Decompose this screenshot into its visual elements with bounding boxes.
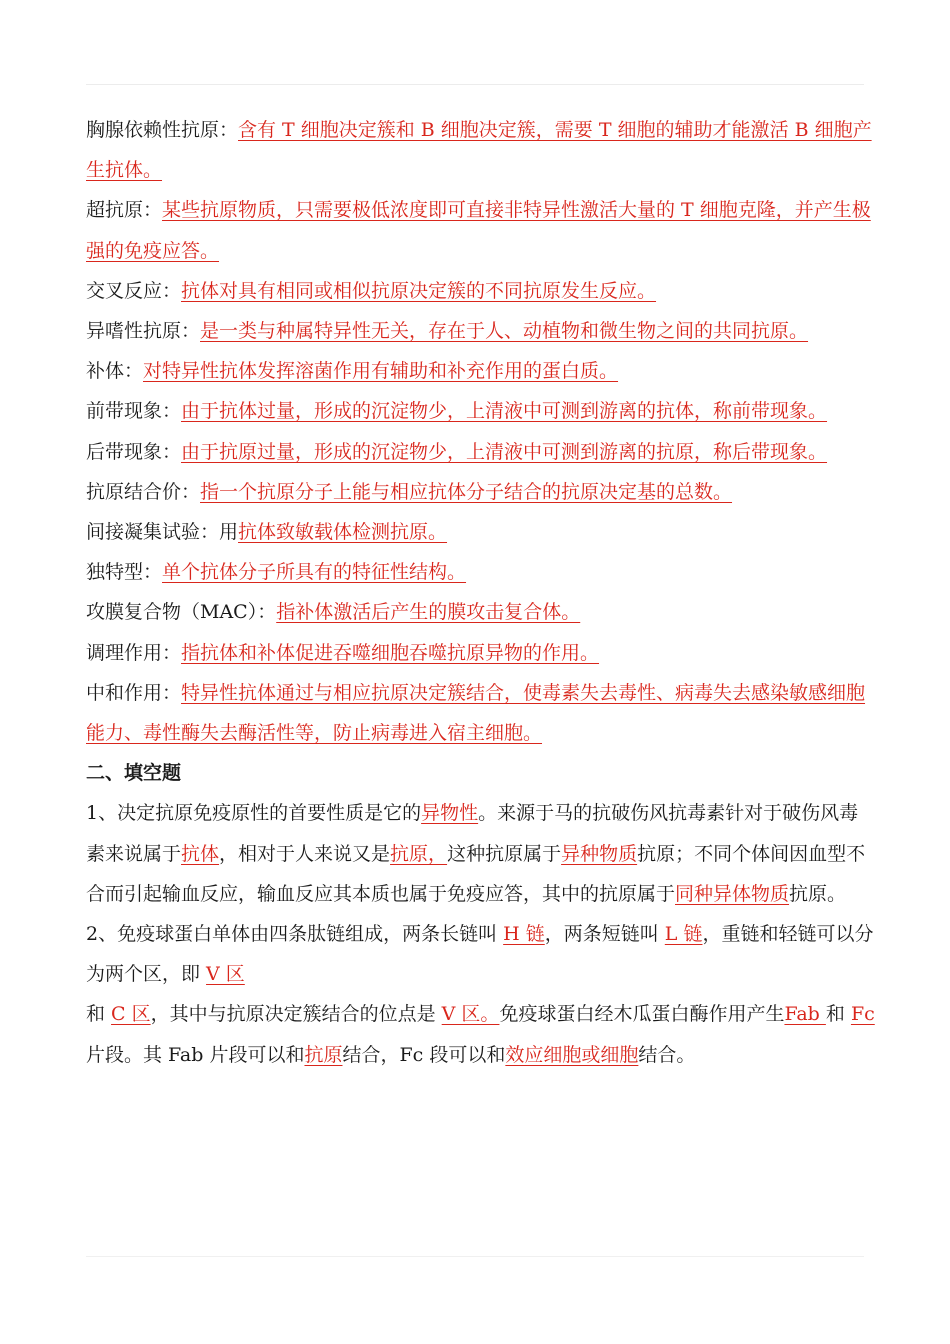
definition-term: 异嗜性抗原： (86, 320, 201, 343)
question-answer: 抗原， (390, 842, 448, 865)
definition-item (86, 673, 876, 753)
definition-item (86, 391, 876, 431)
document-body (86, 110, 876, 1075)
question-text: 2、免疫球蛋白单体由四条肽链组成，两条长链叫 (86, 923, 504, 946)
question-text: 抗原；不同个体间因血型不合而引起输血反应，输血反应其本质也属于免疫应答，其中的抗原属于 (86, 842, 866, 905)
question-text: ，其中与抗原决定簇结合的位点是 (150, 1003, 442, 1026)
question-answer: 同种异体物质 (675, 882, 790, 905)
definition-term: 后带现象： (86, 440, 182, 463)
definition-term: 中和作用： (86, 681, 182, 704)
question-text: 这种抗原属于 (447, 842, 562, 865)
definition-answer: 含有 T 细胞决定簇和 B 细胞决定簇，需要 T 细胞的辅助才能激活 B 细胞产生抗体。 (86, 119, 872, 182)
question-text: ，重链和轻链可以分为两个区，即 (86, 923, 874, 986)
definition-item (86, 432, 876, 472)
question-answer: L 链 (664, 923, 703, 946)
definition-item (86, 110, 876, 190)
question-answer: 效应细胞或细胞 (505, 1043, 639, 1066)
question-text: 免疫球蛋白经木瓜蛋白酶作用产生 (499, 1003, 785, 1026)
section-title: 二、填空题 (86, 762, 182, 785)
question-answer: 异物性 (421, 802, 479, 825)
definition-item (86, 472, 876, 512)
definition-item (86, 271, 876, 311)
definition-item (86, 592, 876, 632)
definition-answer: 由于抗原过量，形成的沉淀物少，上清液中可测到游离的抗原，称后带现象。 (181, 440, 828, 463)
definition-item (86, 512, 876, 552)
question-text: 和 (825, 1003, 851, 1026)
definition-term: 攻膜复合物（MAC）： (86, 601, 277, 624)
question-text: 1、决定抗原免疫原性的首要性质是它的 (86, 802, 422, 825)
question-answer: Fc (850, 1003, 875, 1026)
definition-item (86, 633, 876, 673)
question-answer: 异种物质 (561, 842, 638, 865)
question-answer: C 区 (111, 1003, 151, 1026)
footer-rule (86, 1256, 864, 1257)
question-text: 结合，Fc 段可以和 (342, 1043, 506, 1066)
definition-answer: 由于抗体过量，形成的沉淀物少，上清液中可测到游离的抗体，称前带现象。 (181, 400, 828, 423)
question-answer: Fab (784, 1003, 826, 1026)
definition-term: 交叉反应： (86, 279, 182, 302)
definition-answer: 是一类与种属特异性无关，存在于人、动植物和微生物之间的共同抗原。 (200, 320, 809, 343)
definition-term: 间接凝集试验：用 (86, 521, 239, 544)
definition-term: 独特型： (86, 561, 163, 584)
question-answer: V 区。 (441, 1003, 500, 1026)
definition-answer: 单个抗体分子所具有的特征性结构。 (162, 561, 467, 584)
definition-answer: 特异性抗体通过与相应抗原决定簇结合，使毒素失去毒性、病毒失去感染敏感细胞能力、毒性酶失去酶活性等，防止病毒进入宿主细胞。 (86, 681, 866, 745)
question-text: ，相对于人来说又是 (219, 842, 391, 865)
definition-answer: 指一个抗原分子上能与相应抗体分子结合的抗原决定基的总数。 (200, 480, 733, 503)
definition-item (86, 552, 876, 592)
question-answer: V 区 (206, 963, 245, 986)
definition-item (86, 351, 876, 391)
definition-term: 胸腺依赖性抗原： (86, 119, 239, 141)
question-text: 抗原。 (789, 882, 847, 905)
fill-question-1 (86, 793, 876, 914)
definition-term: 抗原结合价： (86, 480, 201, 503)
definition-answer: 指补体激活后产生的膜攻击复合体。 (276, 601, 581, 624)
definition-answer: 抗体致敏载体检测抗原。 (238, 521, 448, 544)
question-text: 片段。其 Fab 片段可以和 (86, 1043, 305, 1066)
definition-term: 超抗原： (86, 199, 163, 222)
definition-answer: 指抗体和补体促进吞噬细胞吞噬抗原异物的作用。 (181, 641, 600, 664)
question-text: 。来源于马的抗破伤风抗毒素针对于破伤风毒素来说属于 (86, 802, 859, 865)
question-answer: 抗体 (181, 842, 220, 865)
question-text: 结合。 (638, 1043, 696, 1066)
header-rule (86, 84, 864, 85)
question-answer: 抗原 (304, 1043, 343, 1066)
question-text: ，两条短链叫 (544, 923, 665, 946)
definition-item (86, 311, 876, 351)
definition-item (86, 190, 876, 270)
definition-term: 前带现象： (86, 400, 182, 423)
question-text: 和 (86, 1003, 112, 1026)
definition-term: 补体： (86, 360, 144, 383)
definition-answer: 抗体对具有相同或相似抗原决定簇的不同抗原发生反应。 (181, 279, 657, 302)
definition-answer: 对特异性抗体发挥溶菌作用有辅助和补充作用的蛋白质。 (143, 360, 619, 383)
definition-answer: 某些抗原物质，只需要极低浓度即可直接非特异性激活大量的 T 细胞克隆，并产生极强的免疫应答。 (86, 199, 871, 262)
fill-question-2 (86, 914, 876, 1075)
definition-term: 调理作用： (86, 641, 182, 664)
question-answer: H 链 (503, 923, 545, 946)
